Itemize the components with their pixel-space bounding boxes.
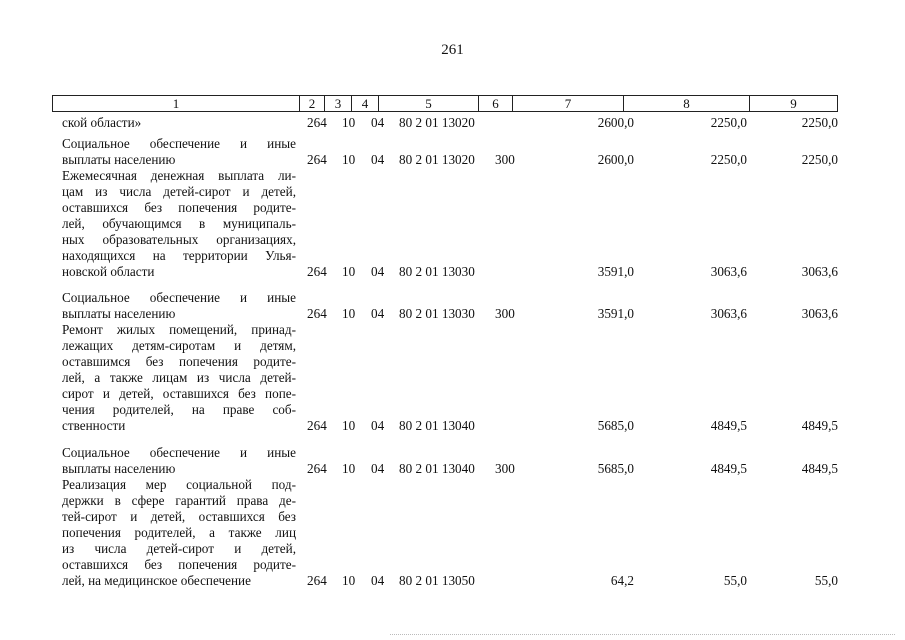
cell-target-article: 80 2 01 13020: [399, 152, 475, 167]
header-col-9: 9: [790, 96, 797, 111]
cell-amount-col9: 4849,5: [801, 461, 838, 476]
cell-target-article: 80 2 01 13030: [399, 306, 475, 321]
cell-expense-type: 300: [495, 152, 515, 167]
cell-subsection: 04: [371, 152, 385, 167]
row-description-line: оставшихся без попечения родите-: [62, 557, 296, 572]
cell-section: 10: [342, 264, 356, 279]
cell-section: 10: [342, 306, 356, 321]
cell-subsection: 04: [371, 573, 385, 588]
cell-amount-col7: 5685,0: [597, 461, 634, 476]
scan-artifact-line: [390, 634, 895, 637]
row-description-line: тей-сирот и детей, оставшихся без: [62, 509, 296, 524]
cell-amount-col9: 2250,0: [801, 152, 838, 167]
cell-amount-col8: 2250,0: [710, 115, 747, 130]
row-description-line: чения родителей, на праве соб-: [62, 402, 296, 417]
header-col-1: 1: [53, 96, 300, 111]
row-description-line: лей, а также лицам из числа детей-: [62, 370, 296, 385]
cell-subsection: 04: [371, 264, 385, 279]
cell-section: 10: [342, 573, 356, 588]
cell-amount-col7: 64,2: [610, 573, 634, 588]
cell-amount-col7: 3591,0: [597, 306, 634, 321]
cell-amount-col8: 3063,6: [710, 264, 747, 279]
header-col-4: 4: [352, 96, 379, 111]
cell-dept-code: 264: [307, 418, 327, 433]
cell-section: 10: [342, 115, 356, 130]
cell-amount-col9: 2250,0: [801, 115, 838, 130]
cell-amount-col9: 55,0: [814, 573, 838, 588]
row-description-line: Ежемесячная денежная выплата ли-: [62, 168, 296, 183]
header-col-8: 8: [624, 96, 750, 111]
cell-amount-col9: 3063,6: [801, 306, 838, 321]
cell-amount-col7: 2600,0: [597, 115, 634, 130]
cell-amount-col8: 4849,5: [710, 418, 747, 433]
row-description-line: ных образовательных организациях,: [62, 232, 296, 247]
cell-amount-col8: 4849,5: [710, 461, 747, 476]
row-description-line: лей, на медицинское обеспечение: [62, 573, 251, 588]
cell-dept-code: 264: [307, 152, 327, 167]
cell-dept-code: 264: [307, 264, 327, 279]
cell-amount-col9: 4849,5: [801, 418, 838, 433]
row-description-line: выплаты населению: [62, 152, 176, 167]
row-description-line: из числа детей-сирот и детей,: [62, 541, 296, 556]
row-description-line: ственности: [62, 418, 126, 433]
cell-amount-col8: 55,0: [723, 573, 747, 588]
cell-expense-type: 300: [495, 461, 515, 476]
cell-amount-col7: 3591,0: [597, 264, 634, 279]
cell-target-article: 80 2 01 13030: [399, 264, 475, 279]
cell-section: 10: [342, 461, 356, 476]
cell-amount-col8: 2250,0: [710, 152, 747, 167]
row-description-line: Ремонт жилых помещений, принад-: [62, 322, 296, 337]
row-description-line: попечения родителей, а также лиц: [62, 525, 296, 540]
row-description-line: новской области: [62, 264, 155, 279]
row-description-line: держки в сфере гарантий права де-: [62, 493, 296, 508]
row-description-line: лежащих детям-сиротам и детям,: [62, 338, 296, 353]
table-header-row: [52, 95, 838, 112]
header-col-7: 7: [513, 96, 624, 111]
cell-dept-code: 264: [307, 306, 327, 321]
row-description-line: цам из числа детей-сирот и детей,: [62, 184, 296, 199]
row-description-line: выплаты населению: [62, 306, 176, 321]
row-description-line: Социальное обеспечение и иные: [62, 136, 296, 151]
cell-amount-col7: 2600,0: [597, 152, 634, 167]
cell-target-article: 80 2 01 13020: [399, 115, 475, 130]
row-description-line: ской области»: [62, 115, 142, 130]
cell-dept-code: 264: [307, 573, 327, 588]
header-col-5: 5: [379, 96, 479, 111]
row-description-line: лей, обучающимся в муниципаль-: [62, 216, 296, 231]
cell-target-article: 80 2 01 13040: [399, 418, 475, 433]
cell-dept-code: 264: [307, 115, 327, 130]
cell-subsection: 04: [371, 306, 385, 321]
cell-subsection: 04: [371, 115, 385, 130]
header-col-2: 2: [300, 96, 325, 111]
row-description-line: Социальное обеспечение и иные: [62, 290, 296, 305]
row-description-line: оставшихся без попечения родите-: [62, 200, 296, 215]
row-description-line: Реализация мер социальной под-: [62, 477, 296, 492]
cell-expense-type: 300: [495, 306, 515, 321]
cell-subsection: 04: [371, 418, 385, 433]
cell-subsection: 04: [371, 461, 385, 476]
row-description-line: оставшимся без попечения родите-: [62, 354, 296, 369]
cell-amount-col9: 3063,6: [801, 264, 838, 279]
header-col-3: 3: [325, 96, 352, 111]
row-description-line: находящихся на территории Улья-: [62, 248, 296, 263]
cell-section: 10: [342, 152, 356, 167]
page-number: 261: [441, 42, 464, 58]
row-description-line: выплаты населению: [62, 461, 176, 476]
header-col-6: 6: [479, 96, 513, 111]
cell-target-article: 80 2 01 13050: [399, 573, 475, 588]
cell-target-article: 80 2 01 13040: [399, 461, 475, 476]
cell-amount-col8: 3063,6: [710, 306, 747, 321]
row-description-line: сирот и детей, оставшихся без попе-: [62, 386, 296, 401]
cell-dept-code: 264: [307, 461, 327, 476]
cell-section: 10: [342, 418, 356, 433]
cell-amount-col7: 5685,0: [597, 418, 634, 433]
row-description-line: Социальное обеспечение и иные: [62, 445, 296, 460]
